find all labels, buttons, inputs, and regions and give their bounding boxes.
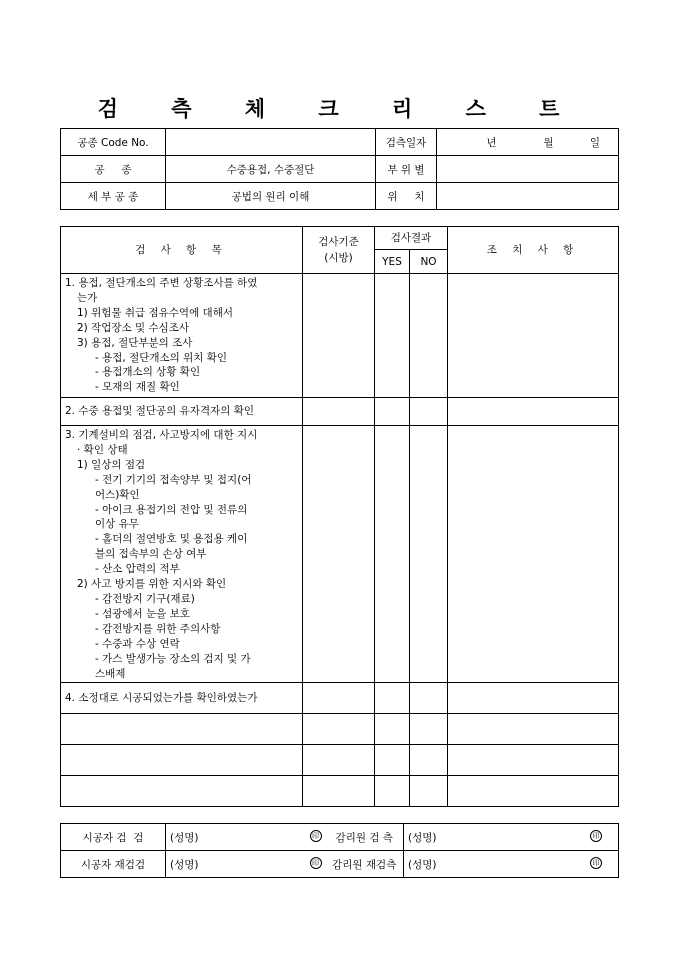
yes-cell[interactable]: [375, 776, 410, 807]
type-value: 수중용접, 수중절단: [166, 156, 376, 183]
header-no: NO: [410, 250, 448, 274]
name-label: (성명): [408, 831, 437, 844]
item-1-line: 는가: [77, 291, 98, 304]
item-3-line: · 확인 상태: [77, 443, 128, 456]
type-label: 공 종: [61, 156, 166, 183]
standard-cell[interactable]: [303, 426, 375, 683]
info-row-detail: [61, 183, 619, 210]
item-1-line: 1. 용접, 절단개소의 주변 상황조사를 하였: [65, 277, 258, 289]
item-3-line: 이상 유무: [95, 518, 139, 531]
seal-icon: 印: [590, 830, 602, 842]
name-label: (성명): [170, 831, 199, 844]
standard-cell[interactable]: [303, 745, 375, 776]
signature-table: [60, 823, 619, 878]
yes-cell[interactable]: [375, 714, 410, 745]
standard-cell[interactable]: [303, 683, 375, 714]
item-1-line: 1) 위험물 취급 점유수역에 대해서: [77, 306, 233, 319]
code-label: 공종 Code No.: [61, 129, 166, 156]
date-month[interactable]: 월: [497, 129, 558, 156]
standard-cell[interactable]: [303, 776, 375, 807]
item-3-line: 1) 일상의 점검: [77, 458, 146, 471]
item-1: [61, 274, 303, 398]
yes-cell[interactable]: [375, 274, 410, 398]
standard-cell[interactable]: [303, 714, 375, 745]
location-label: 위 치: [376, 183, 437, 210]
item-1-line: - 모재의 재질 확인: [95, 381, 180, 394]
item-3-line: - 수중과 수상 연락: [95, 637, 180, 650]
date-day[interactable]: 일: [558, 129, 619, 156]
item-3-line: - 아이크 용접기의 전압 및 전류의: [95, 503, 248, 516]
seal-icon: 印: [310, 857, 322, 869]
contractor-inspect-label: 시공자 검 검: [61, 824, 166, 851]
no-cell[interactable]: [410, 745, 448, 776]
supervisor-reinspect-name[interactable]: [404, 851, 619, 878]
item-4-line: 4. 소정대로 시공되었는가를 확인하였는가: [65, 691, 258, 704]
header-standard-line2: (시방): [324, 252, 353, 264]
item-cell[interactable]: [61, 776, 303, 807]
header-standard: [303, 227, 375, 274]
seal-icon: 印: [590, 857, 602, 869]
part-value[interactable]: [437, 156, 619, 183]
item-3-line: 2) 사고 방지를 위한 지시와 확인: [77, 578, 227, 591]
signature-row: [61, 824, 619, 851]
table-row: [61, 398, 619, 426]
action-cell[interactable]: [448, 426, 619, 683]
table-row: [61, 274, 619, 398]
header-yes: YES: [375, 250, 410, 274]
action-cell[interactable]: [448, 398, 619, 426]
location-value[interactable]: [437, 183, 619, 210]
yes-cell[interactable]: [375, 398, 410, 426]
table-row-empty: [61, 745, 619, 776]
date-year[interactable]: 년: [437, 129, 497, 156]
item-3-line: - 감전방지 기구(재료): [95, 592, 195, 605]
action-cell[interactable]: [448, 745, 619, 776]
code-value[interactable]: [166, 129, 376, 156]
item-3-line: 3. 기계설비의 점검, 사고방지에 대한 지시: [65, 429, 258, 441]
contractor-reinspect-name[interactable]: [166, 851, 326, 878]
contractor-inspect-name[interactable]: [166, 824, 326, 851]
info-row-code: [61, 129, 619, 156]
no-cell[interactable]: [410, 274, 448, 398]
detail-label: 세 부 공 종: [61, 183, 166, 210]
info-row-type: [61, 156, 619, 183]
item-cell[interactable]: [61, 745, 303, 776]
item-3-line: - 홀더의 절연방호 및 용접용 케이: [95, 533, 248, 546]
checklist-table: [60, 226, 619, 807]
date-label: 검측일자: [376, 129, 437, 156]
supervisor-reinspect-label: 감리원 재검측: [326, 851, 404, 878]
item-3-line: - 섬광에서 눈을 보호: [95, 607, 190, 620]
item-1-line: 2) 작업장소 및 수심조사: [77, 321, 190, 334]
table-row-empty: [61, 776, 619, 807]
item-1-line: - 용접, 절단개소의 위치 확인: [95, 351, 228, 364]
name-label: (성명): [408, 858, 437, 871]
supervisor-inspect-name[interactable]: [404, 824, 619, 851]
item-3-line: 스배제: [95, 667, 126, 680]
name-label: (성명): [170, 858, 199, 871]
action-cell[interactable]: [448, 274, 619, 398]
item-3-line: 블의 접속부의 손상 여부: [95, 548, 207, 561]
item-3: [61, 426, 303, 683]
yes-cell[interactable]: [375, 683, 410, 714]
item-3-line: 어스)확인: [95, 488, 140, 501]
part-label: 부 위 별: [376, 156, 437, 183]
table-row: [61, 426, 619, 683]
action-cell[interactable]: [448, 683, 619, 714]
action-cell[interactable]: [448, 776, 619, 807]
no-cell[interactable]: [410, 398, 448, 426]
item-3-line: - 산소 압력의 적부: [95, 563, 180, 576]
item-1-line: 3) 용접, 절단부분의 조사: [77, 336, 193, 349]
header-standard-line1: 검사기준: [318, 236, 359, 248]
no-cell[interactable]: [410, 683, 448, 714]
standard-cell[interactable]: [303, 274, 375, 398]
detail-value: 공법의 원리 이해: [166, 183, 376, 210]
standard-cell[interactable]: [303, 398, 375, 426]
item-1-line: - 용접개소의 상황 확인: [95, 366, 201, 379]
no-cell[interactable]: [410, 426, 448, 683]
item-3-line: - 감전방지를 위한 주의사항: [95, 622, 221, 635]
no-cell[interactable]: [410, 714, 448, 745]
item-3-line: - 가스 발생가능 장소의 검지 및 가: [95, 652, 251, 665]
signature-row: [61, 851, 619, 878]
info-table: [60, 128, 619, 210]
seal-icon: 印: [310, 830, 322, 842]
page-title: 검 측 체 크 리 스 트: [97, 96, 583, 121]
item-4: [61, 683, 303, 714]
item-2: [61, 398, 303, 426]
header-item: 검 사 항 목: [61, 227, 303, 274]
supervisor-inspect-label: 감리원 검 측: [326, 824, 404, 851]
header-result: 검사결과: [375, 227, 448, 250]
yes-cell[interactable]: [375, 745, 410, 776]
table-row-empty: [61, 714, 619, 745]
header-action: 조 치 사 항: [448, 227, 619, 274]
item-2-line: 2. 수중 용접및 절단공의 유자격자의 확인: [65, 405, 254, 418]
no-cell[interactable]: [410, 776, 448, 807]
yes-cell[interactable]: [375, 426, 410, 683]
item-3-line: - 전기 기기의 접속양부 및 접지(어: [95, 473, 252, 486]
contractor-reinspect-label: 시공자 재검검: [61, 851, 166, 878]
table-row: [61, 683, 619, 714]
item-cell[interactable]: [61, 714, 303, 745]
action-cell[interactable]: [448, 714, 619, 745]
